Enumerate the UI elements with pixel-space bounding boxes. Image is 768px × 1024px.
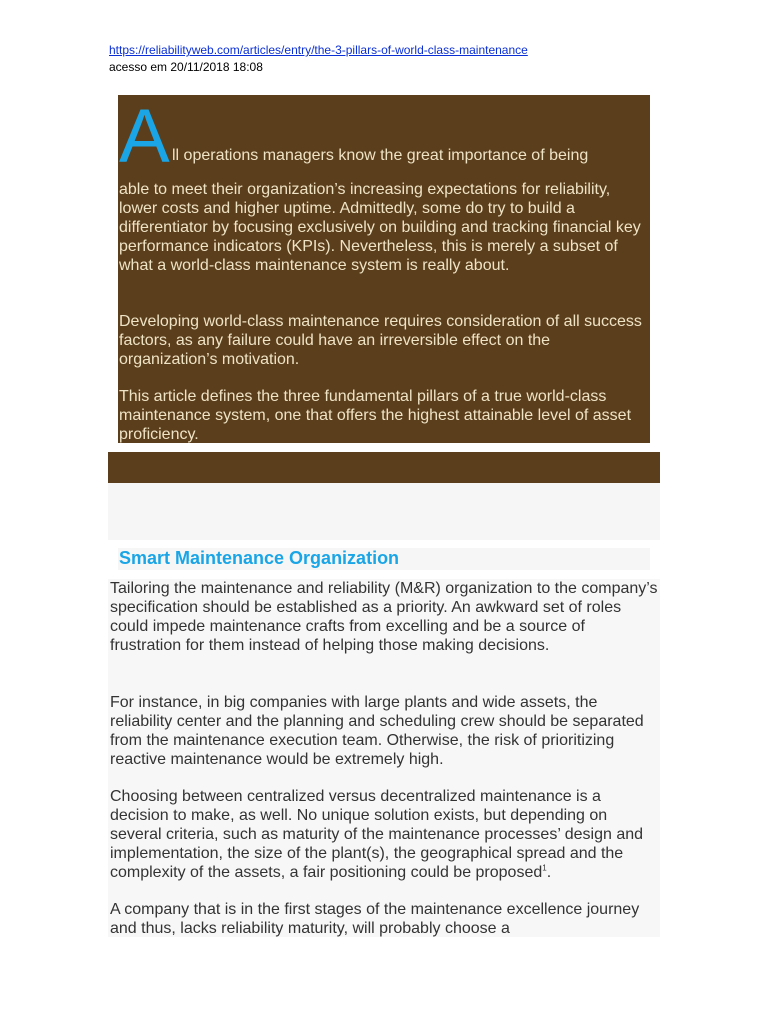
intro-paragraph-3: This article defines the three fundamental pillars of a true world-class maintenance system, one that offers the highest attainable level of asset proficiency. — [119, 388, 632, 443]
section-body — [108, 579, 660, 937]
intro-first-line: ll operations managers know the great importance of being — [172, 147, 589, 164]
source-url-link[interactable]: https://reliabilityweb.com/articles/entry/the-3-pillars-of-world-class-maintenance — [109, 43, 528, 57]
access-date: acesso em 20/11/2018 18:08 — [109, 60, 263, 74]
section-heading: Smart Maintenance Organization — [119, 548, 400, 568]
intro-box — [118, 95, 650, 443]
body-paragraph-4: A company that is in the first stages of the maintenance excellence journey and thus, lacks reliability maturity, will probably choose a — [110, 901, 640, 937]
intro-paragraph-2: Developing world-class maintenance requires consideration of all success factors, as any failure could have an irreversible effect on the organization’s motivation. — [119, 313, 642, 368]
footnote-marker: 1 — [542, 863, 547, 873]
body-paragraph-2: For instance, in big companies with large plants and wide assets, the reliability center and the planning and scheduling crew should be separated from the maintenance execution team. Otherwise, the risk of prioritizing reactive maintenance would be extremely high. — [110, 694, 644, 768]
body-paragraph-3-text: Choosing between centralized versus decentralized maintenance is a decision to make, as well. No unique solution exists, but depending on several criteria, such as maturity of the maintenance processes’ design and implementation, the size of the plant(s), the geographical spread and the complexity of the assets, a fair positioning could be proposed — [110, 788, 644, 881]
intro-paragraph-1: able to meet their organization’s increasing expectations for reliability, lower costs and higher uptime. Admittedly, some do try to build a differentiator by focusing exclusively on building and tracking financial key performance indicators (KPIs). Nevertheless, this is merely a subset of what a world-class maintenance system is really about. — [119, 181, 641, 274]
drop-cap: A — [119, 94, 170, 179]
body-paragraph-1: Tailoring the maintenance and reliability (M&R) organization to the company’s specification should be established as a priority. An awkward set of roles could impede maintenance crafts from excelling and be a source of frustration for them instead of helping those making decisions. — [110, 580, 658, 654]
section-heading-box — [118, 548, 650, 570]
spacer-panel — [108, 483, 660, 540]
divider-bar — [108, 452, 660, 483]
body-paragraph-3-end: . — [546, 864, 552, 881]
body-paragraph-3 — [110, 787, 660, 882]
